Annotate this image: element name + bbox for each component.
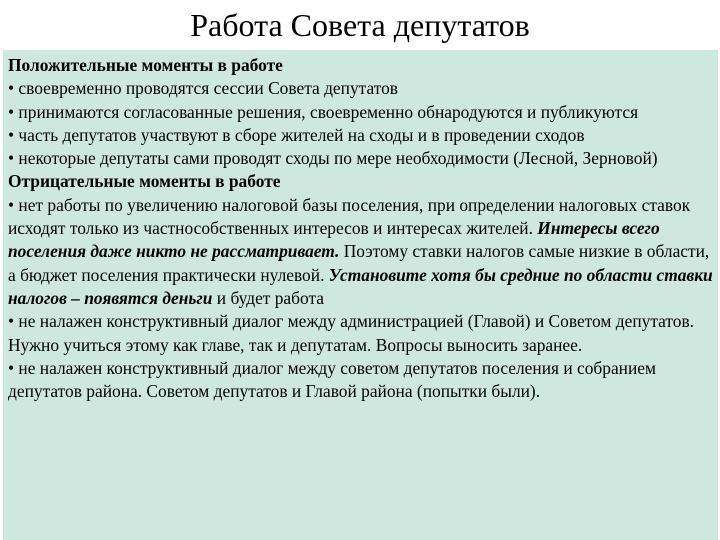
content-box bbox=[3, 50, 718, 540]
negative-item-1-text-a: • нет работы по увеличению налоговой базы поселения, при определении налоговых ставок исходят только из частнособственных интересов и интересах жителей. bbox=[8, 194, 691, 239]
negative-item-1-text-c: и будет работа bbox=[212, 287, 324, 308]
negative-item-1-text-b: Поэтому ставки налогов самые низкие в области, а бюджет поселения практически нулевой. bbox=[8, 241, 710, 285]
positive-item-1: • своевременно проводятся сессии Совета депутатов bbox=[8, 78, 398, 99]
negative-heading: Отрицательные моменты в работе bbox=[8, 171, 281, 192]
negative-item-1 bbox=[8, 194, 716, 310]
negative-item-1-emphasis-b: Установите хотя бы средние по области ставки налогов – появятся деньги bbox=[8, 264, 713, 308]
positive-item-2: • принимаются согласованные решения, своевременно обнародуются и публикуются bbox=[8, 101, 639, 122]
negative-item-1-emphasis-a: Интересы всего поселения даже никто не рассматривает. bbox=[8, 218, 660, 262]
positive-heading: Положительные моменты в работе bbox=[8, 55, 283, 75]
slide-title: Работа Совета депутатов bbox=[190, 7, 530, 43]
content-text bbox=[8, 54, 716, 403]
positive-item-4: • некоторые депутаты сами проводят сходы по мере необходимости (Лесной, Зерновой) bbox=[8, 148, 658, 169]
negative-item-3: • не налажен конструктивный диалог между советом депутатов поселения и собранием депутатов района. Советом депутатов и Главой района (попытки были). bbox=[8, 357, 657, 402]
positive-item-3: • часть депутатов участвуют в сборе жителей на сходы и в проведении сходов bbox=[8, 124, 585, 145]
negative-item-2: • не налажен конструктивный диалог между администрацией (Главой) и Советом депутатов. Нужно учиться этому как главе, так и депутатам. Вопросы выносить заранее. bbox=[8, 311, 695, 355]
